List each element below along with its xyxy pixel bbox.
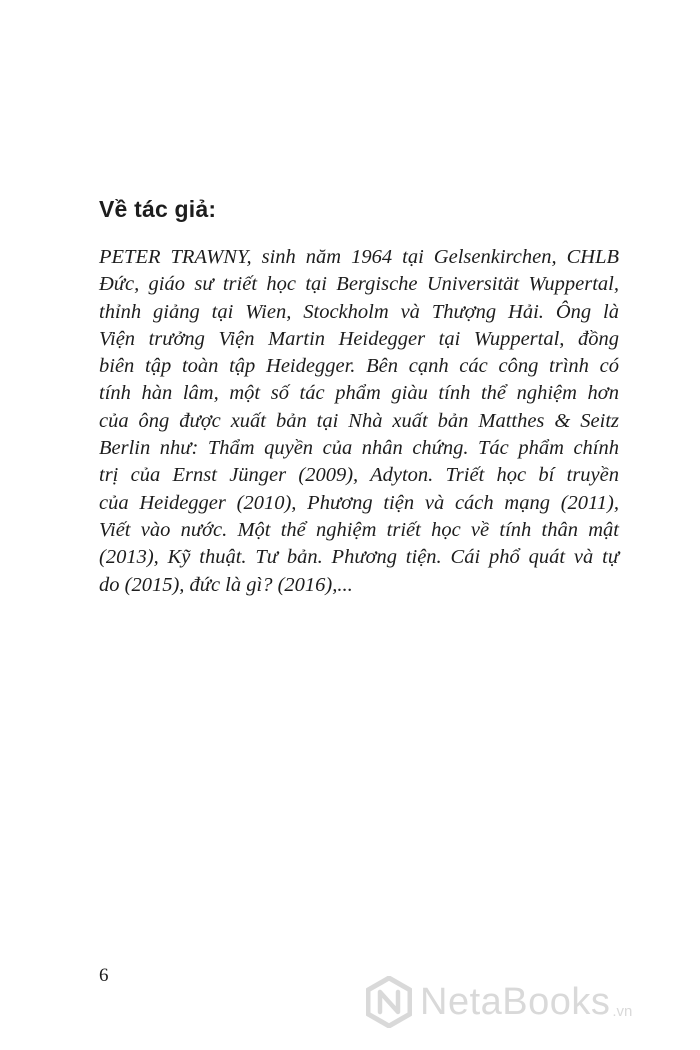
paragraph-line: tính hàn lâm, một số tác phẩm giàu tính thể nghiệm hơn <box>99 382 619 405</box>
paragraph-line: (2013), Kỹ thuật. Tư bản. Phương tiện. Cái phổ quát và tự <box>99 546 619 569</box>
paragraph-line: Viết vào nước. Một thể nghiệm triết học về tính thân mật <box>99 518 619 541</box>
paragraph-line: Đức, giáo sư triết học tại Bergische Universität Wuppertal, <box>99 273 619 296</box>
paragraph-line-last: do (2015), đức là gì? (2016),... <box>99 573 353 596</box>
paragraph-line: thỉnh giảng tại Wien, Stockholm và Thượng Hải. Ông là <box>99 300 619 323</box>
page-number: 6 <box>99 965 109 986</box>
paragraph-line: Viện trưởng Viện Martin Heidegger tại Wuppertal, đồng <box>99 327 619 350</box>
author-bio-paragraph <box>99 244 619 599</box>
paragraph-line: của Heidegger (2010), Phương tiện và cách mạng (2011), <box>99 491 619 514</box>
paragraph-line: trị của Ernst Jünger (2009), Adyton. Triết học bí truyền <box>99 464 619 487</box>
paragraph-line: của ông được xuất bản tại Nhà xuất bản Matthes & Seitz <box>99 409 619 432</box>
watermark <box>366 976 632 1028</box>
netabooks-logo-icon <box>366 976 412 1028</box>
paragraph-line: biên tập toàn tập Heidegger. Bên cạnh các công trình có <box>99 355 619 378</box>
paragraph-line: PETER TRAWNY, sinh năm 1964 tại Gelsenkirchen, CHLB <box>99 246 619 268</box>
section-heading: Về tác giả: <box>99 196 217 222</box>
watermark-suffix: .vn <box>612 1003 633 1020</box>
paragraph-line: Berlin như: Thẩm quyền của nhân chứng. Tác phẩm chính <box>99 437 619 460</box>
watermark-brand: NetaBooks <box>420 980 611 1023</box>
